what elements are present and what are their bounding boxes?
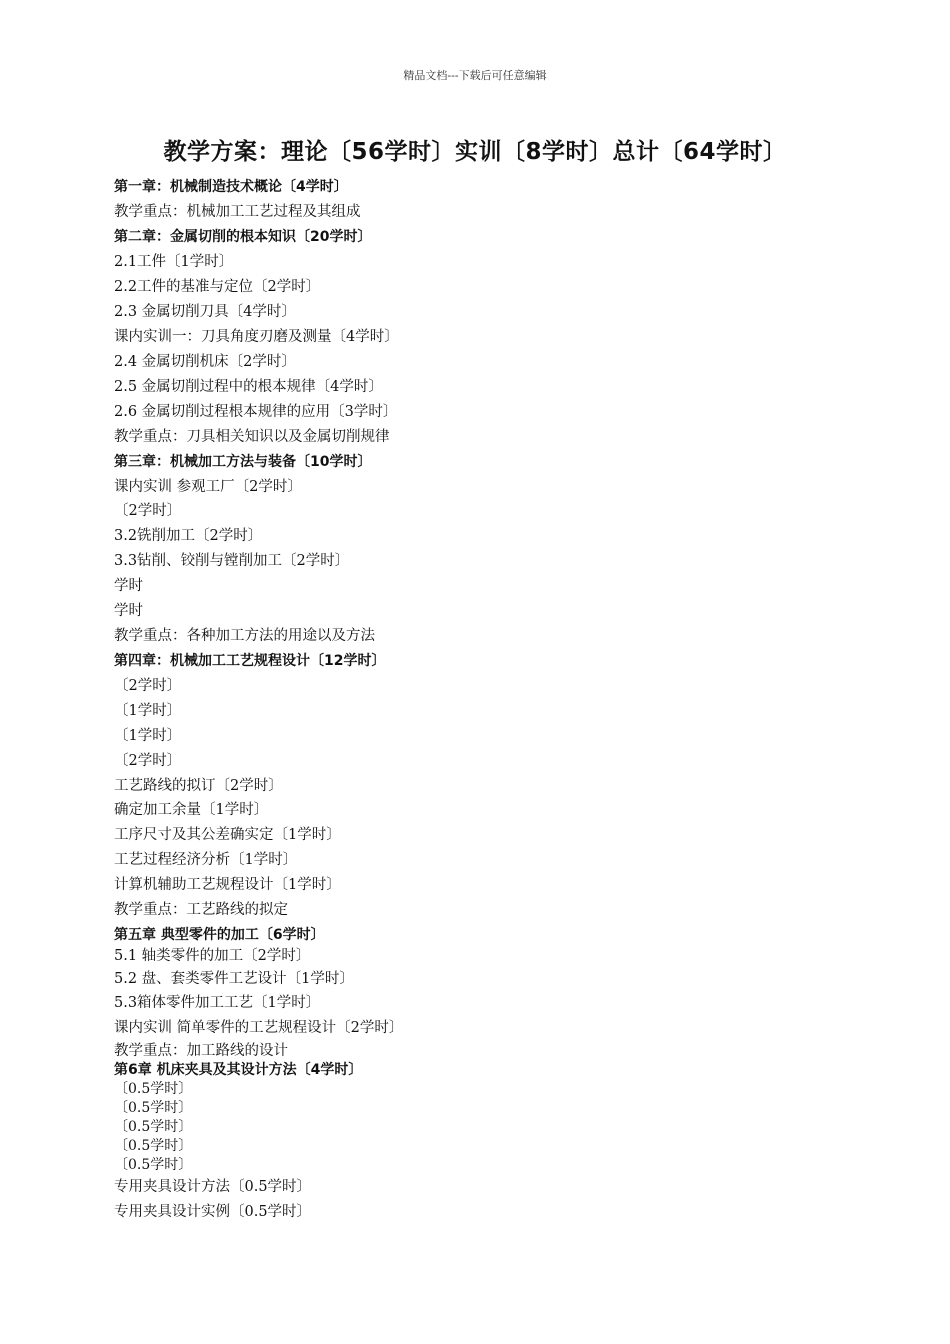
content-line: 〔2学时〕 [114,753,182,769]
content-line: 专用夹具设计方法〔0.5学时〕 [114,1179,312,1195]
content-line: 3.2铣削加工〔2学时〕 [114,528,263,544]
content-line: 课内实训 参观工厂〔2学时〕 [114,479,302,495]
content-line: 2.5 金属切削过程中的根本规律〔4学时〕 [114,379,383,395]
chapter-heading: 第二章：金属切削的根本知识〔20学时〕 [114,229,372,245]
content-line: 〔0.5学时〕 [114,1119,193,1135]
content-line: 〔1学时〕 [114,728,182,744]
content-line: 计算机辅助工艺规程设计〔1学时〕 [114,877,341,893]
content-line: 学时 [114,578,143,594]
chapter-heading: 第三章：机械加工方法与装备〔10学时〕 [114,454,372,470]
content-line: 教学重点：工艺路线的拟定 [114,902,288,918]
content-line: 〔2学时〕 [114,678,182,694]
content-line: 工序尺寸及其公差确实定〔1学时〕 [114,827,341,843]
content-line: 教学重点：机械加工工艺过程及其组成 [114,204,361,220]
content-line: 工艺过程经济分析〔1学时〕 [114,852,298,868]
content-line: 〔0.5学时〕 [114,1100,193,1116]
content-line: 5.3箱体零件加工工艺〔1学时〕 [114,995,321,1011]
content-line: 课内实训一：刀具角度刃磨及测量〔4学时〕 [114,329,399,345]
content-line: 5.2 盘、套类零件工艺设计〔1学时〕 [114,971,354,987]
content-line: 专用夹具设计实例〔0.5学时〕 [114,1204,312,1220]
content-line: 〔1学时〕 [114,703,182,719]
chapter-heading: 第五章 典型零件的加工〔6学时〕 [114,927,325,943]
content-line: 教学重点：刀具相关知识以及金属切削规律 [114,429,390,445]
chapter-heading: 第6章 机床夹具及其设计方法〔4学时〕 [114,1062,363,1078]
content-line: 〔0.5学时〕 [114,1081,193,1097]
content-line: 2.3 金属切削刀具〔4学时〕 [114,304,296,320]
content-line: 〔0.5学时〕 [114,1157,193,1173]
content-line: 2.1工件〔1学时〕 [114,254,234,270]
content-line: 〔0.5学时〕 [114,1138,193,1154]
content-line: 5.1 轴类零件的加工〔2学时〕 [114,948,311,964]
content-line: 〔2学时〕 [114,503,182,519]
content-line: 2.6 金属切削过程根本规律的应用〔3学时〕 [114,404,398,420]
content-line: 3.3钻削、铰削与镗削加工〔2学时〕 [114,553,350,569]
content-line: 2.4 金属切削机床〔2学时〕 [114,354,296,370]
header-note: 精品文档---下载后可任意编辑 [403,69,547,82]
page-title: 教学方案：理论〔56学时〕实训〔8学时〕总计〔64学时〕 [163,139,787,165]
content-line: 确定加工余量〔1学时〕 [114,802,269,818]
content-line: 课内实训 简单零件的工艺规程设计〔2学时〕 [114,1020,404,1036]
content-line: 工艺路线的拟订〔2学时〕 [114,778,283,794]
chapter-heading: 第四章：机械加工工艺规程设计〔12学时〕 [114,653,386,669]
chapter-heading: 第一章：机械制造技术概论〔4学时〕 [114,179,348,195]
content-line: 2.2工件的基准与定位〔2学时〕 [114,279,321,295]
content-line: 教学重点：加工路线的设计 [114,1043,288,1059]
content-line: 教学重点：各种加工方法的用途以及方法 [114,628,375,644]
content-line: 学时 [114,603,143,619]
